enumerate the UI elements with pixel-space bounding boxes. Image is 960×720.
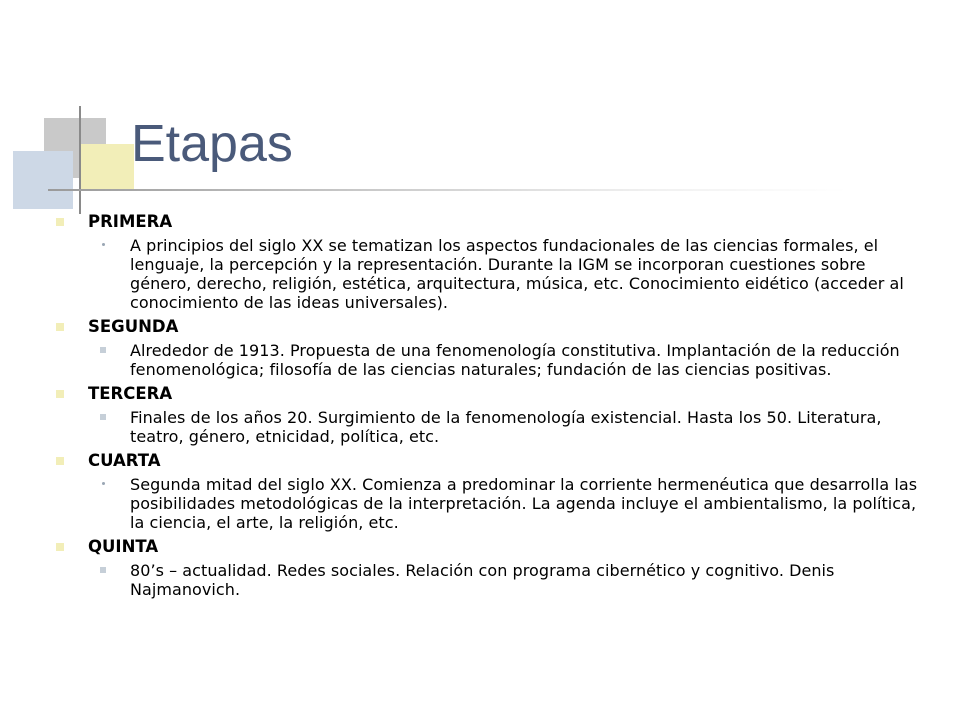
section-text: Segunda mitad del siglo XX. Comienza a predominar la corriente hermenéutica que desarrolla las posibilidades metodológicas de la interpretación. La agenda incluye el ambientalismo, la política, la ciencia, el arte, la religión, etc. [130,475,918,532]
section-heading-label: QUINTA [88,537,159,556]
section-heading-primera [52,212,932,232]
section-text-segunda [52,341,932,379]
section-text-cuarta [52,475,932,532]
square-bullet-icon [56,218,64,226]
section-text-quinta [52,561,932,599]
section-text-primera [52,236,932,312]
square-bullet-icon [100,567,106,573]
section-heading-tercera [52,384,932,404]
square-bullet-icon [100,347,106,353]
section-heading-segunda [52,317,932,337]
slide-title: Etapas [131,115,293,173]
square-bullet-icon [56,543,64,551]
square-bullet-icon [56,323,64,331]
dot-bullet-icon [102,482,105,485]
section-heading-label: PRIMERA [88,212,173,231]
section-heading-label: CUARTA [88,451,161,470]
section-heading-label: TERCERA [88,384,173,403]
section-heading-quinta [52,537,932,557]
slide-content [52,212,932,604]
section-text: A principios del siglo XX se tematizan los aspectos fundacionales de las ciencias formales, el lenguaje, la percepción y la representación. Durante la IGM se incorporan cuestiones sobre género, derecho, religión, estética, arquitectura, música, etc. Conocimiento eidético (acceder al conocimiento de las ideas universales). [130,236,904,312]
square-bullet-icon [56,457,64,465]
section-text: Alrededor de 1913. Propuesta de una fenomenología constitutiva. Implantación de la reducción fenomenológica; filosofía de las ciencias naturales; fundación de las ciencias positivas. [130,341,900,379]
section-heading-cuarta [52,451,932,471]
section-heading-label: SEGUNDA [88,317,179,336]
square-bullet-icon [100,414,106,420]
title-underline [48,189,848,191]
section-text: 80’s – actualidad. Redes sociales. Relación con programa cibernético y cognitivo. Denis Najmanovich. [130,561,835,599]
square-bullet-icon [56,390,64,398]
dot-bullet-icon [102,243,105,246]
section-text: Finales de los años 20. Surgimiento de la fenomenología existencial. Hasta los 50. Literatura, teatro, género, etnicidad, política, etc. [130,408,882,446]
decorative-vertical-line [79,106,81,214]
section-text-tercera [52,408,932,446]
decorative-yellow-square [80,144,134,190]
decorative-blue-square [13,151,73,209]
